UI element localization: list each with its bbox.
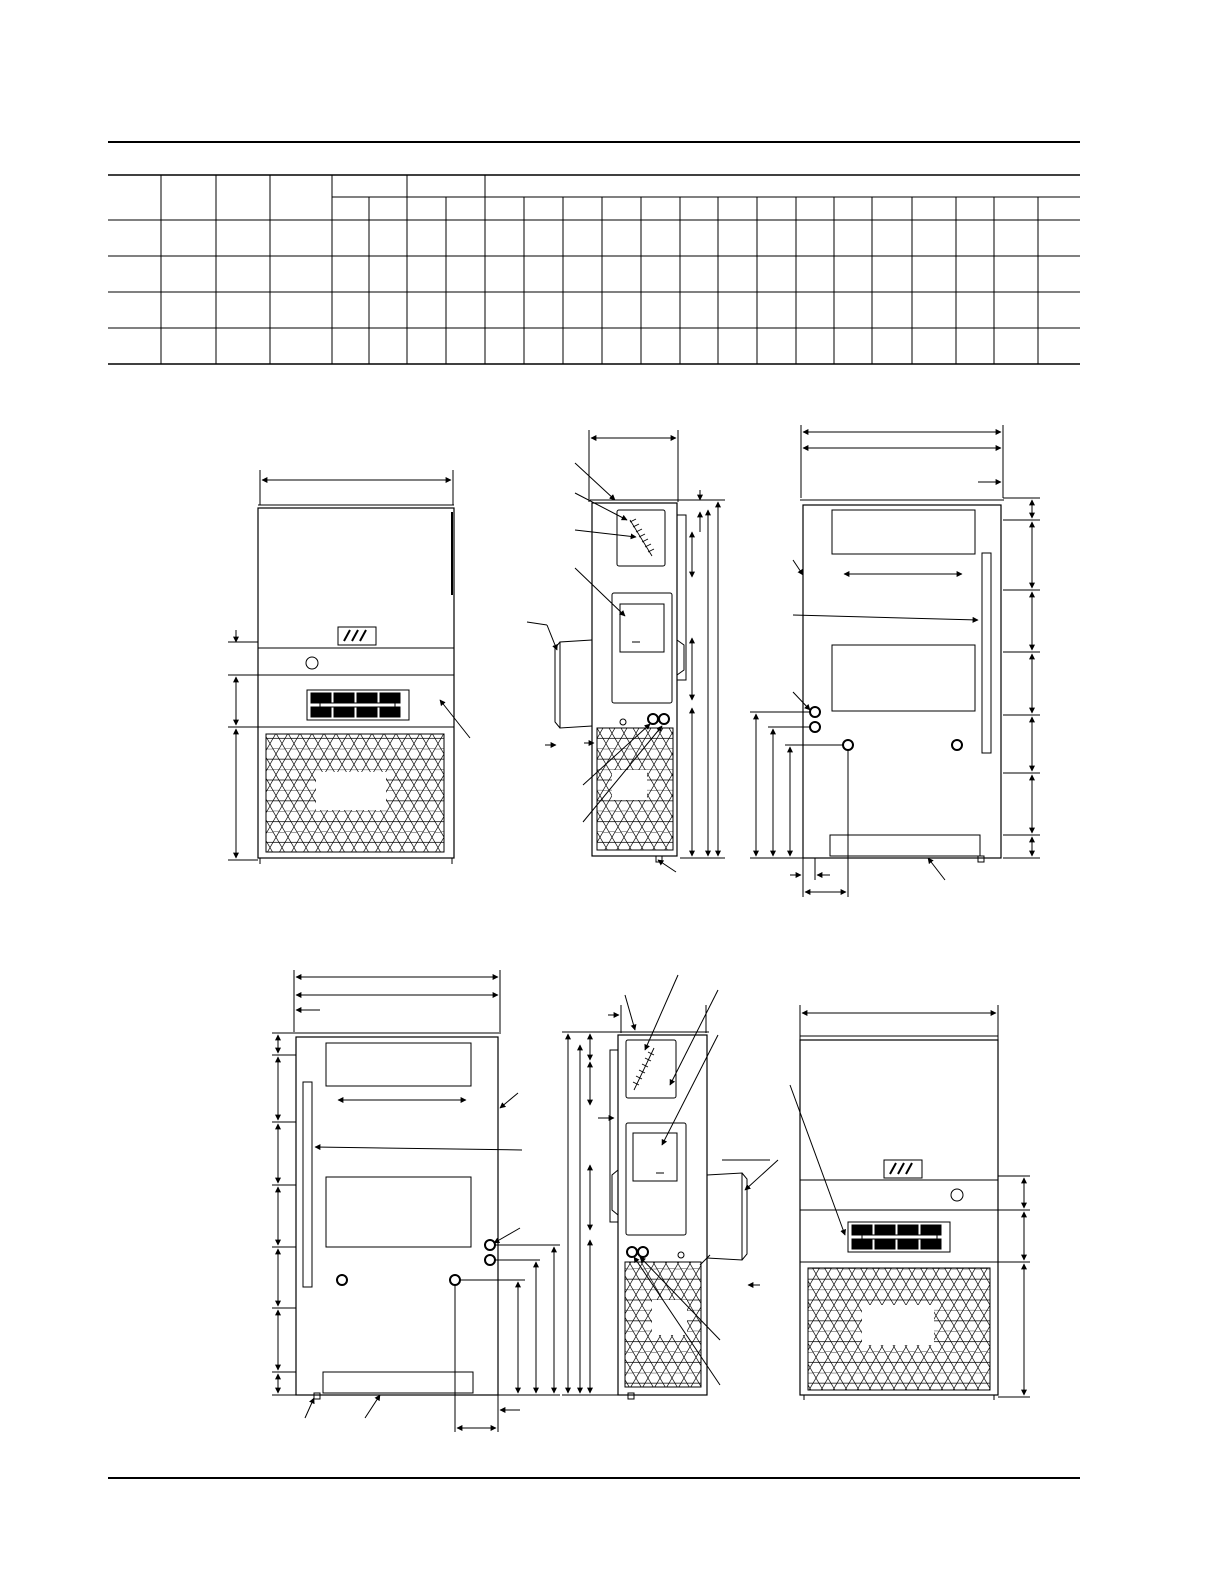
supply-louvre bbox=[307, 690, 409, 720]
rear-view-upper bbox=[750, 425, 1040, 897]
side-view-lower bbox=[562, 975, 778, 1399]
manufacturer-logo bbox=[338, 627, 376, 645]
side-view-upper bbox=[527, 430, 725, 872]
manufacturer-logo bbox=[884, 1160, 922, 1178]
front-view-upper bbox=[228, 470, 470, 864]
front-view-lower bbox=[790, 1005, 1030, 1400]
rear-view-lower bbox=[272, 970, 560, 1432]
fresh-air-hood bbox=[560, 640, 592, 728]
circuit-breaker-port bbox=[306, 657, 318, 669]
rain-louvre-detail bbox=[630, 519, 654, 556]
dimension-table bbox=[108, 175, 1080, 364]
